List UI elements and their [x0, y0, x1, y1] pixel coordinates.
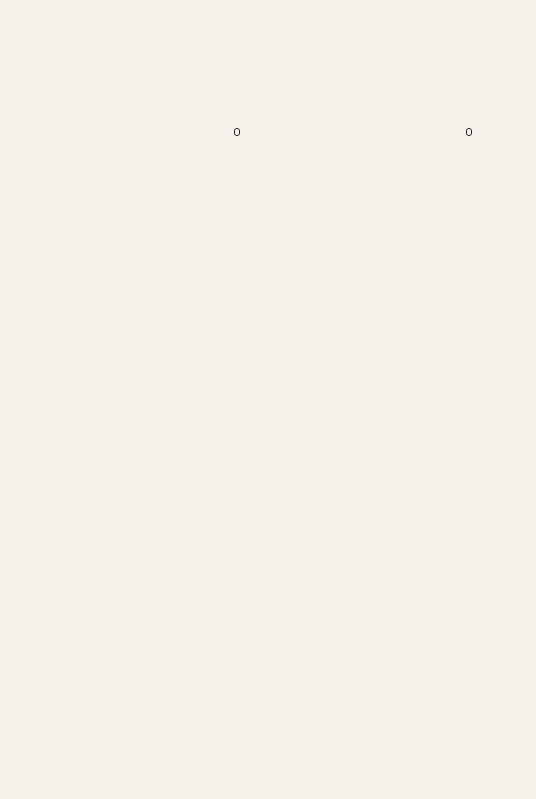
title-marker-hekizan	[234, 128, 240, 136]
title-marker-kanmon	[466, 128, 472, 136]
